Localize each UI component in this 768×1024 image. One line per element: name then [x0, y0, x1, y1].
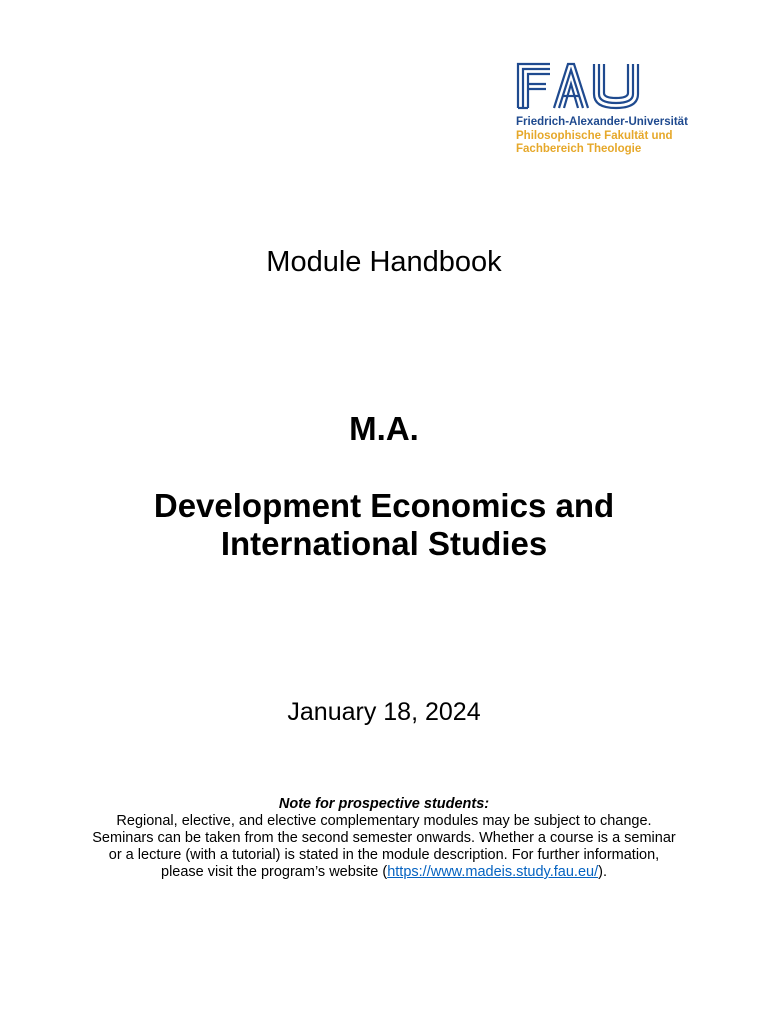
- document-date: January 18, 2024: [287, 698, 481, 726]
- note-line-4: [60, 864, 708, 881]
- note-line-4-prefix: please visit the program’s website (: [161, 864, 388, 880]
- note-heading: Note for prospective students:: [278, 796, 490, 812]
- fau-wordmark-icon: [516, 62, 644, 110]
- program-title-line2: International Studies: [220, 525, 548, 562]
- note-line-2: Seminars can be taken from the second semester onwards. Whether a course is a seminar: [92, 830, 676, 846]
- document-type-title: Module Handbook: [266, 246, 502, 278]
- fau-logo: [516, 62, 726, 157]
- prospective-students-note: [60, 796, 708, 881]
- note-line-3: or a lecture (with a tutorial) is stated in the module description. For further information,: [108, 847, 660, 863]
- program-website-link[interactable]: https://www.madeis.study.fau.eu/: [387, 864, 599, 880]
- program-title-line1: Development Economics and: [153, 487, 615, 524]
- faculty-name-line2: Fachbereich Theologie: [516, 143, 642, 155]
- note-line-1: Regional, elective, and elective complementary modules may be subject to change.: [116, 813, 652, 829]
- faculty-name-line1: Philosophische Fakultät und: [516, 129, 673, 142]
- program-title: [0, 487, 768, 563]
- university-name: Friedrich-Alexander-Universität: [516, 116, 688, 128]
- note-line-4-suffix: ).: [598, 864, 607, 880]
- degree-title: M.A.: [349, 410, 419, 447]
